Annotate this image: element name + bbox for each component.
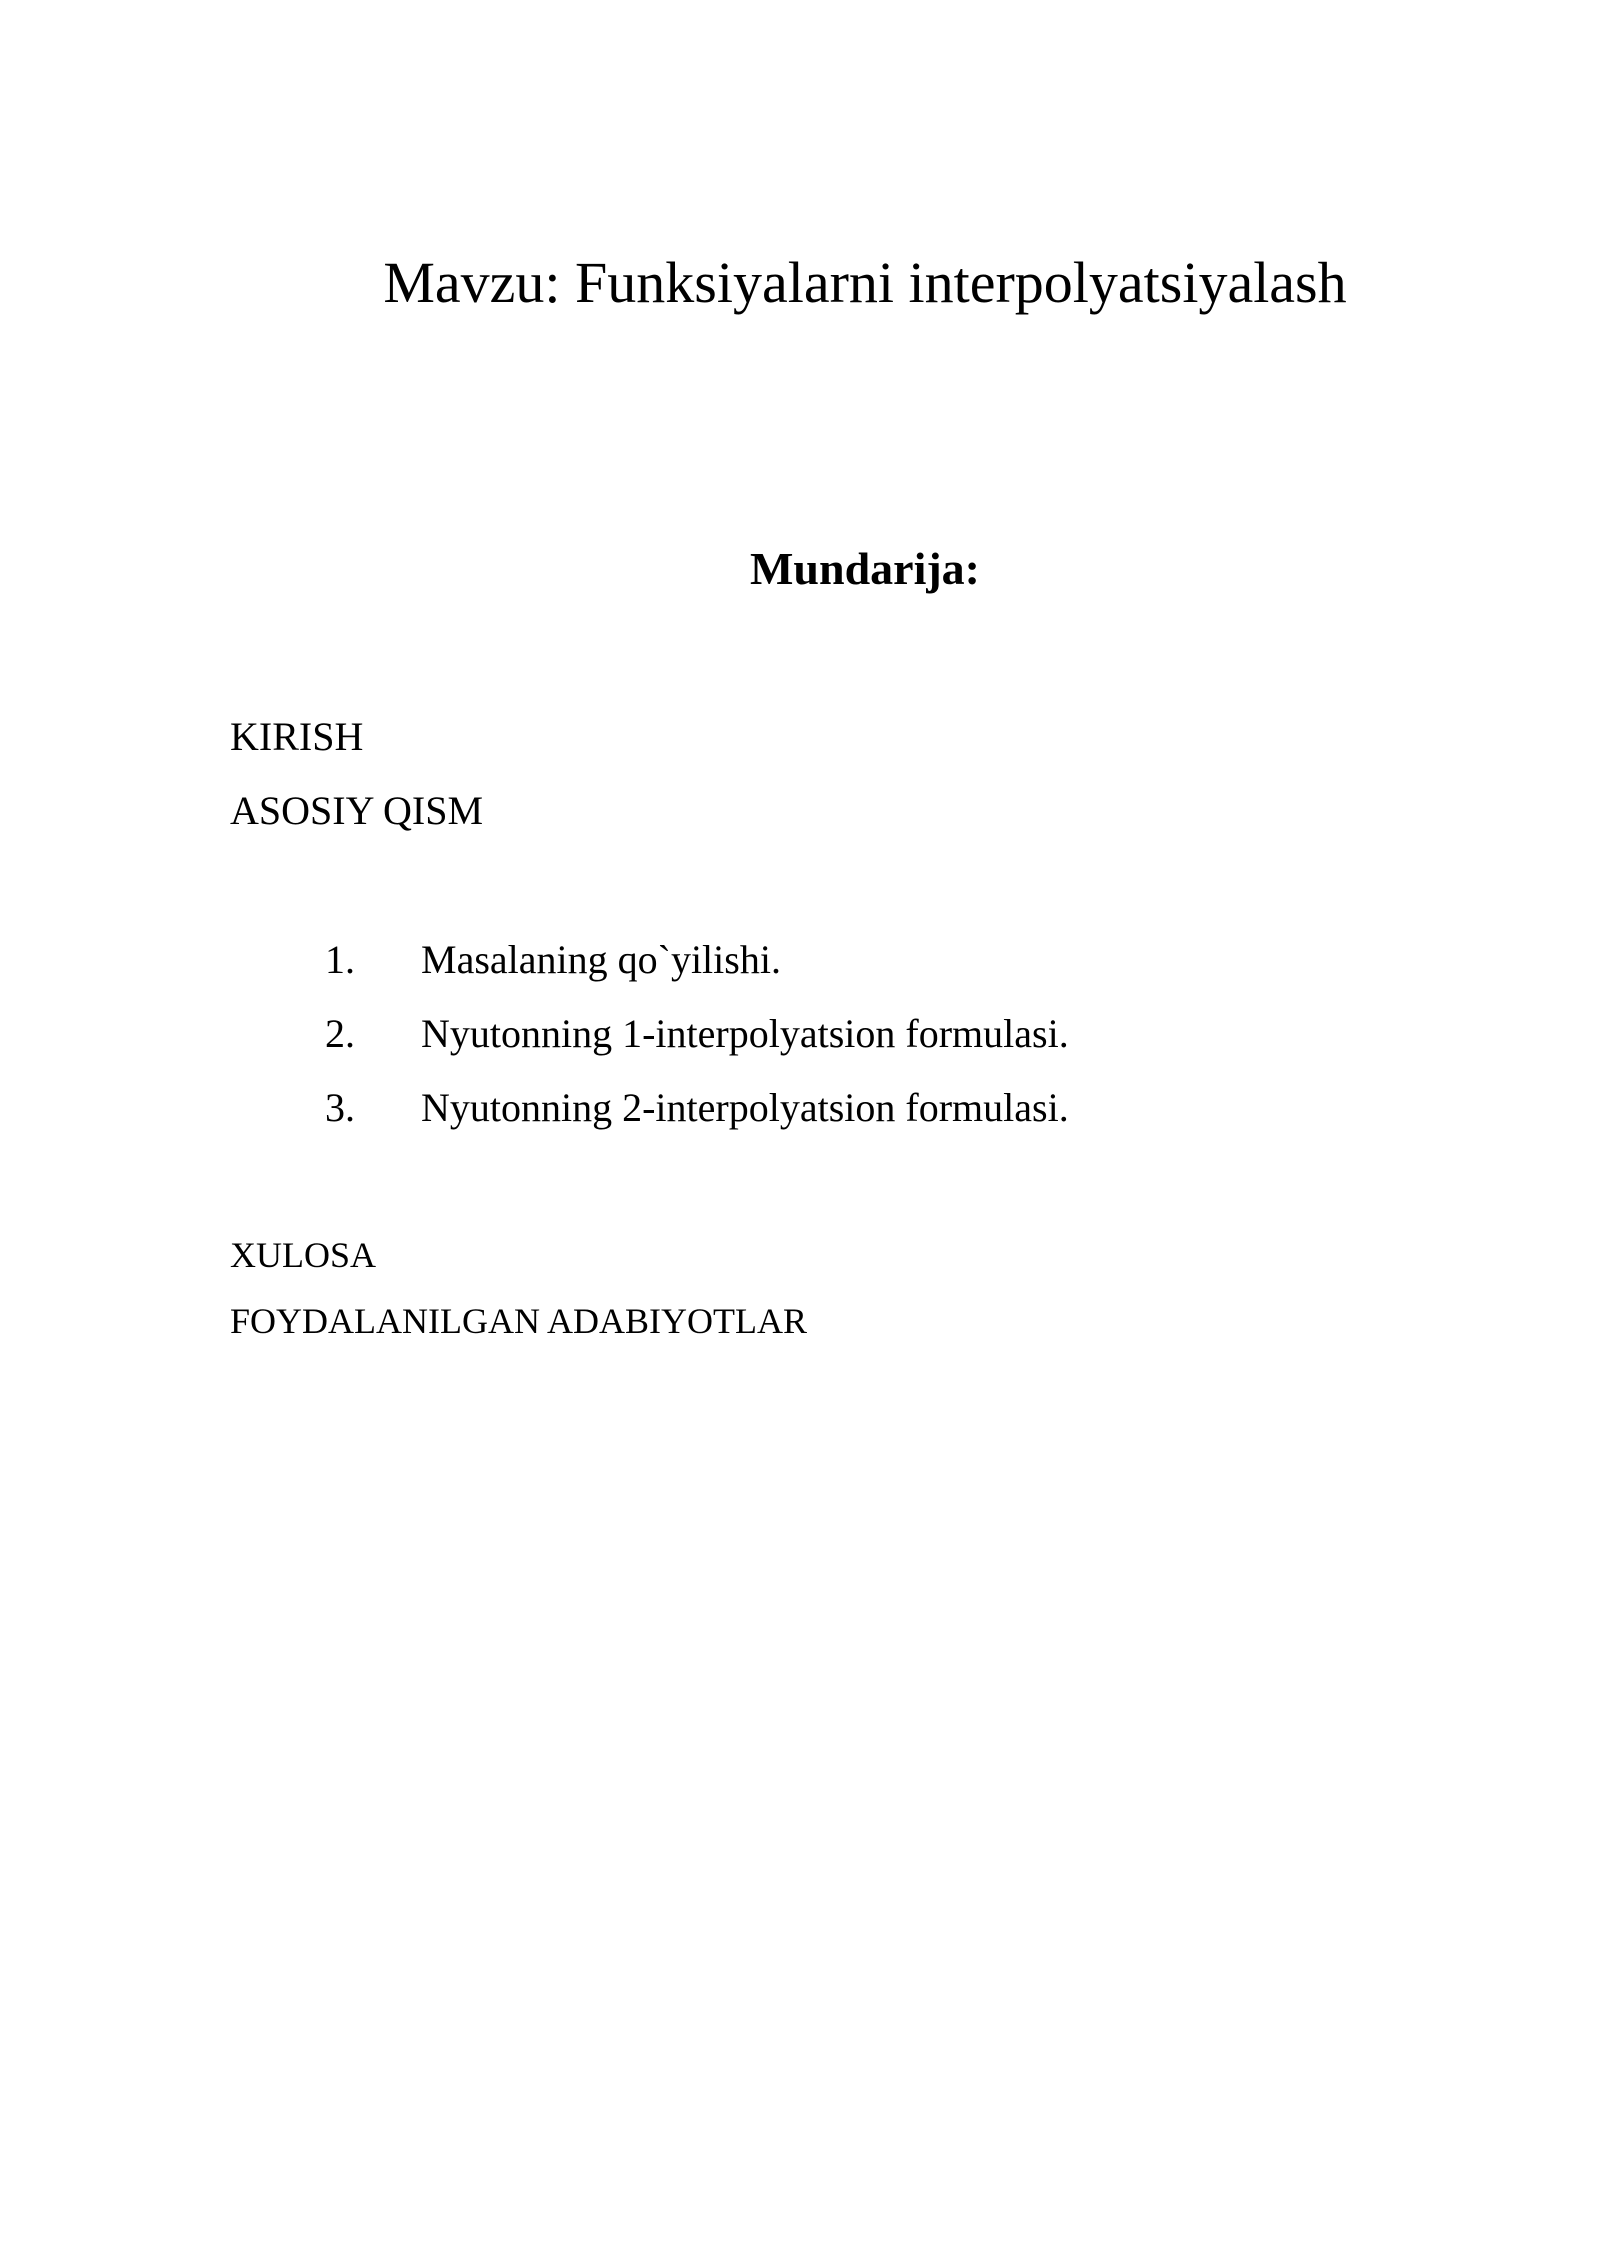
item-number: 1. bbox=[325, 937, 355, 982]
item-text: Nyutonning 1-interpolyatsion formulasi. bbox=[421, 1011, 1069, 1056]
toc-numbered-item bbox=[325, 1011, 1069, 1057]
toc-entry-xulosa: XULOSA bbox=[230, 1235, 377, 1275]
page-title: Mavzu: Funksiyalarni interpolyatsiyalash bbox=[383, 250, 1347, 315]
item-number: 2. bbox=[325, 1011, 355, 1056]
item-text: Masalaning qo`yilishi. bbox=[421, 937, 781, 982]
toc-entry-foydalanilgan-adabiyotlar: FOYDALANILGAN ADABIYOTLAR bbox=[230, 1301, 807, 1341]
item-number: 3. bbox=[325, 1085, 355, 1130]
toc-numbered-item bbox=[325, 937, 781, 983]
toc-entry-kirish: KIRISH bbox=[230, 714, 364, 759]
toc-entry-asosiy-qism: ASOSIY QISM bbox=[230, 788, 484, 833]
item-text: Nyutonning 2-interpolyatsion formulasi. bbox=[421, 1085, 1069, 1130]
toc-heading: Mundarija: bbox=[750, 543, 980, 594]
toc-numbered-item bbox=[325, 1085, 1069, 1131]
